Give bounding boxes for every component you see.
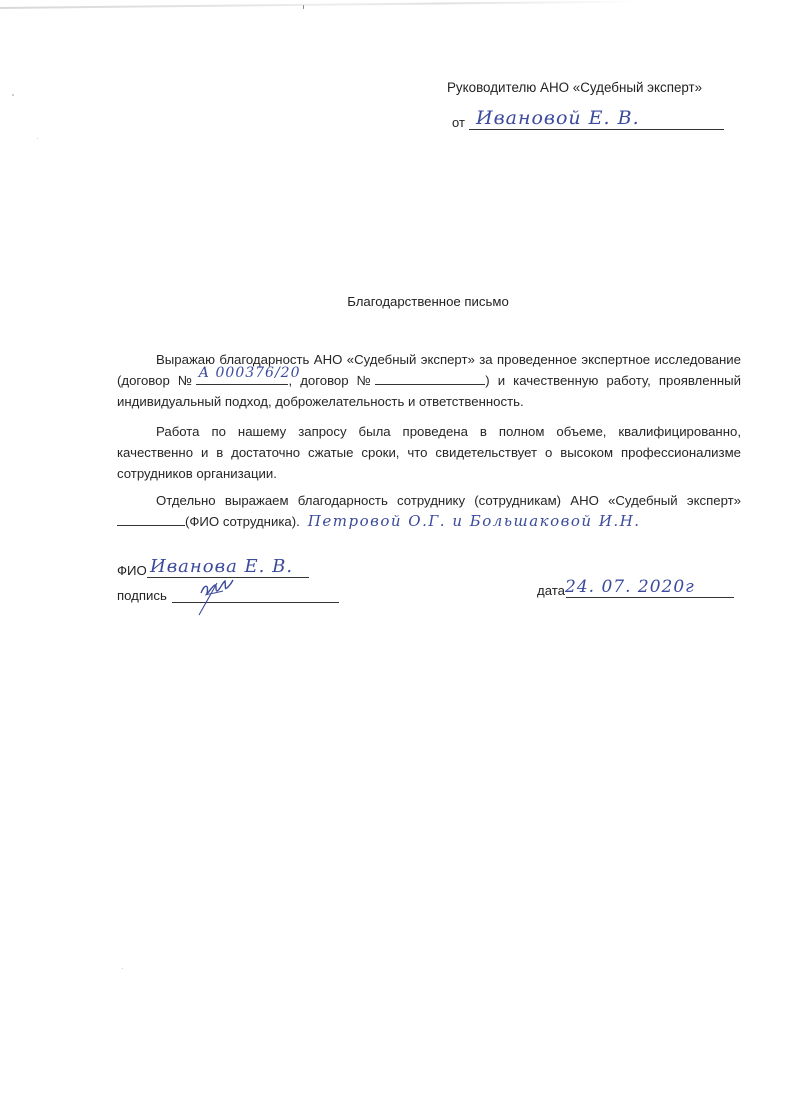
scan-edge-artifact: [300, 0, 640, 6]
fio-handwritten: Иванова Е. В.: [150, 556, 294, 577]
signature-label: подпись: [117, 588, 167, 603]
paragraph-text-start: Отдельно выражаем благодарность сотруднику (сотрудникам) АНО «Судебный эксперт»: [156, 493, 741, 508]
from-field: [452, 107, 724, 132]
date-underline: [566, 597, 734, 598]
scan-speck: [12, 94, 14, 96]
signature-field: [117, 585, 339, 605]
employees-handwritten: Петровой О.Г. и Большаковой И.Н.: [307, 512, 641, 530]
paragraph-text-middle: , договор №: [288, 373, 376, 388]
from-handwritten-name: Ивановой Е. В.: [476, 107, 640, 129]
from-label: от: [452, 115, 465, 130]
fio-label: ФИО: [117, 563, 147, 578]
paragraph-employees: [117, 490, 741, 532]
employee-name-blank: [117, 511, 185, 526]
paragraph-text: Работа по нашему запросу была проведена в полном объеме, квалифицированно, качественно и в достаточно сжатые сроки, что свидетельствует о высоком профессионализме сотрудников организации.: [117, 424, 741, 481]
date-field: [537, 577, 734, 600]
scan-speck: [303, 5, 304, 9]
contract-number-1-field: [196, 365, 301, 385]
from-underline: [469, 129, 724, 130]
date-handwritten: 24. 07. 2020г: [565, 577, 695, 597]
date-label: дата: [537, 583, 565, 598]
paragraph-quality: [117, 421, 741, 484]
paragraph-text-end: (ФИО сотрудника).: [185, 514, 300, 529]
scan-speck: [122, 968, 123, 969]
paragraph-text-start: Выражаю благодарность АНО «Судебный эксперт» за проведенное экспертное исследование (договор №: [117, 352, 741, 388]
signature-scribble-icon: [195, 573, 235, 617]
document-title: Благодарственное письмо: [347, 294, 509, 309]
scan-speck: [37, 138, 38, 139]
addressee-line: Руководителю АНО «Судебный эксперт»: [447, 80, 703, 95]
paragraph-gratitude: [117, 349, 741, 412]
paragraph-text-end: ) и качественную работу, проявленный индивидуальный подход, доброжелательность и ответственность.: [117, 373, 741, 409]
contract-number-2-field: [375, 370, 485, 385]
contract-number-1-handwritten: А 000376/20: [198, 365, 301, 381]
